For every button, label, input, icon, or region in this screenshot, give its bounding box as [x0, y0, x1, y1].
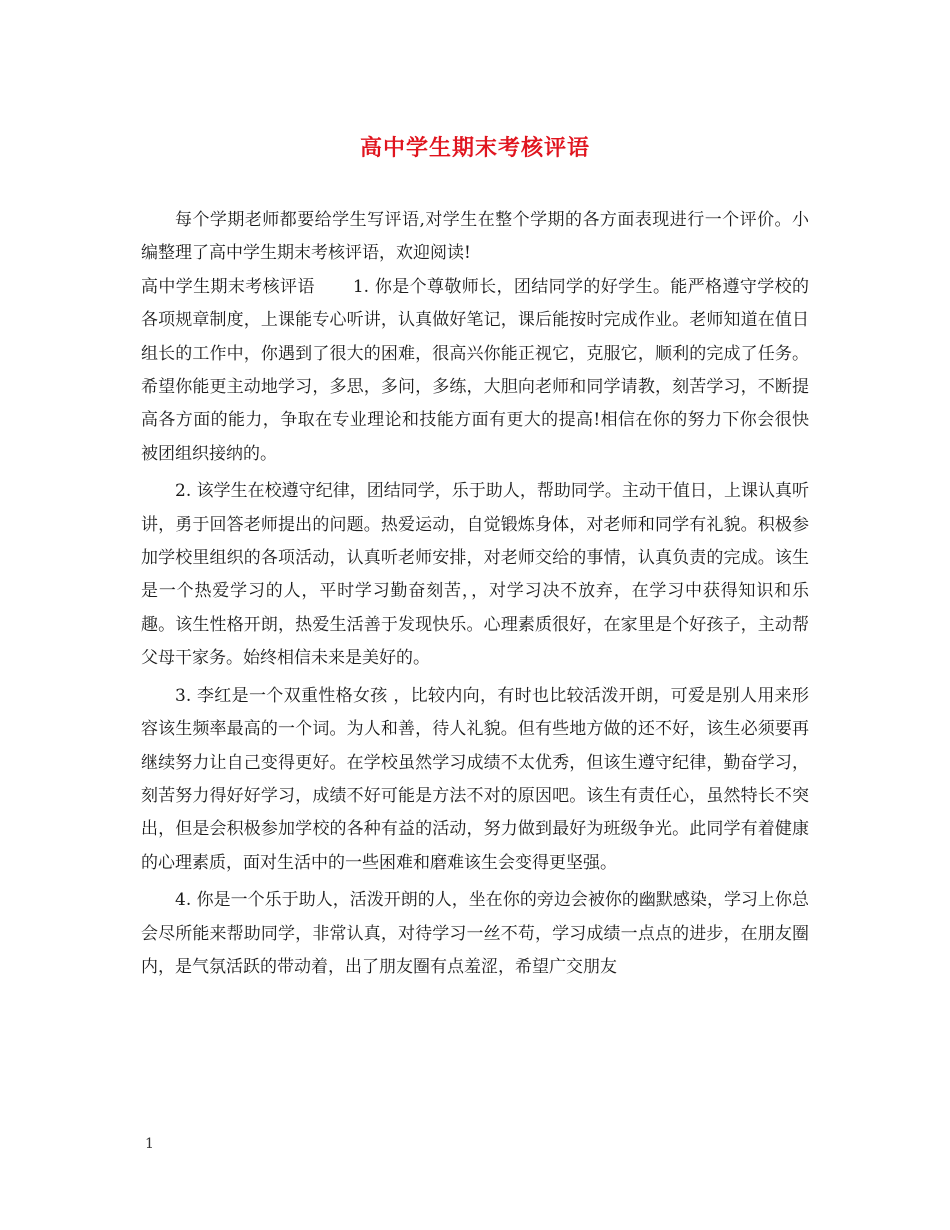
comment-paragraph-4: 4. 你是一个乐于助人，活泼开朗的人，坐在你的旁边会被你的幽默感染，学习上你总会尽所能来帮助同学，非常认真，对待学习一丝不苟，学习成绩一点点的进步，在朋友圈内，是气氛活跃的带动着，出了朋友圈有点羞涩，希望广交朋友: [141, 890, 809, 977]
page-number: 1: [145, 1136, 154, 1152]
comment-paragraph-3: 3. 李红是一个双重性格女孩 ，比较内向，有时也比较活泼开朗，可爱是别人用来形容该生频率最高的一个词。为人和善，待人礼貌。但有些地方做的还不好，该生必须要再继续努力让自己变得更好。在学校虽然学习成绩不太优秀，但该生遵守纪律，勤奋学习，刻苦努力得好好学习，成绩不好可能是方法不对的原因吧。该生有责任心，虽然特长不突出，但是会积极参加学校的各种有益的活动，努力做到最好为班级争光。此同学有着健康的心理素质，面对生活中的一些困难和磨难该生会变得更坚强。: [141, 685, 809, 873]
comment-paragraph-2: 2. 该学生在校遵守纪律，团结同学，乐于助人，帮助同学。主动干值日，上课认真听讲，勇于回答老师提出的问题。热爱运动，自觉锻炼身体，对老师和同学有礼貌。积极参加学校里组织的各项活动，认真听老师安排，对老师交给的事情，认真负责的完成。该生是一个热爱学习的人，平时学习勤奋刻苦，，对学习决不放弃，在学习中获得知识和乐趣。该生性格开朗，热爱生活善于发现快乐。心理素质很好，在家里是个好孩子，主动帮父母干家务。始终相信未来是美好的。: [141, 481, 809, 669]
section-label: 高中学生期末考核评语: [141, 276, 315, 297]
document-title: 高中学生期末考核评语: [359, 135, 590, 161]
document-body: [141, 204, 809, 984]
intro-paragraph: 每个学期老师都要给学生写评语,对学生在整个学期的各方面表现进行一个评价。小编整理了高中学生期末考核评语，欢迎阅读!: [141, 210, 809, 264]
comment-paragraph-1: [141, 271, 809, 471]
comment-item-1: 1. 你是个尊敬师长，团结同学的好学生。能严格遵守学校的各项规章制度，上课能专心听讲，认真做好笔记，课后能按时完成作业。老师知道在值日组长的工作中，你遇到了很大的困难，很高兴你能正视它，克服它，顺利的完成了任务。希望你能更主动地学习，多思，多问，多练，大胆向老师和同学请教，刻苦学习，不断提高各方面的能力，争取在专业理论和技能方面有更大的提高!相信在你的努力下你会很快被团组织接纳的。: [141, 276, 810, 464]
